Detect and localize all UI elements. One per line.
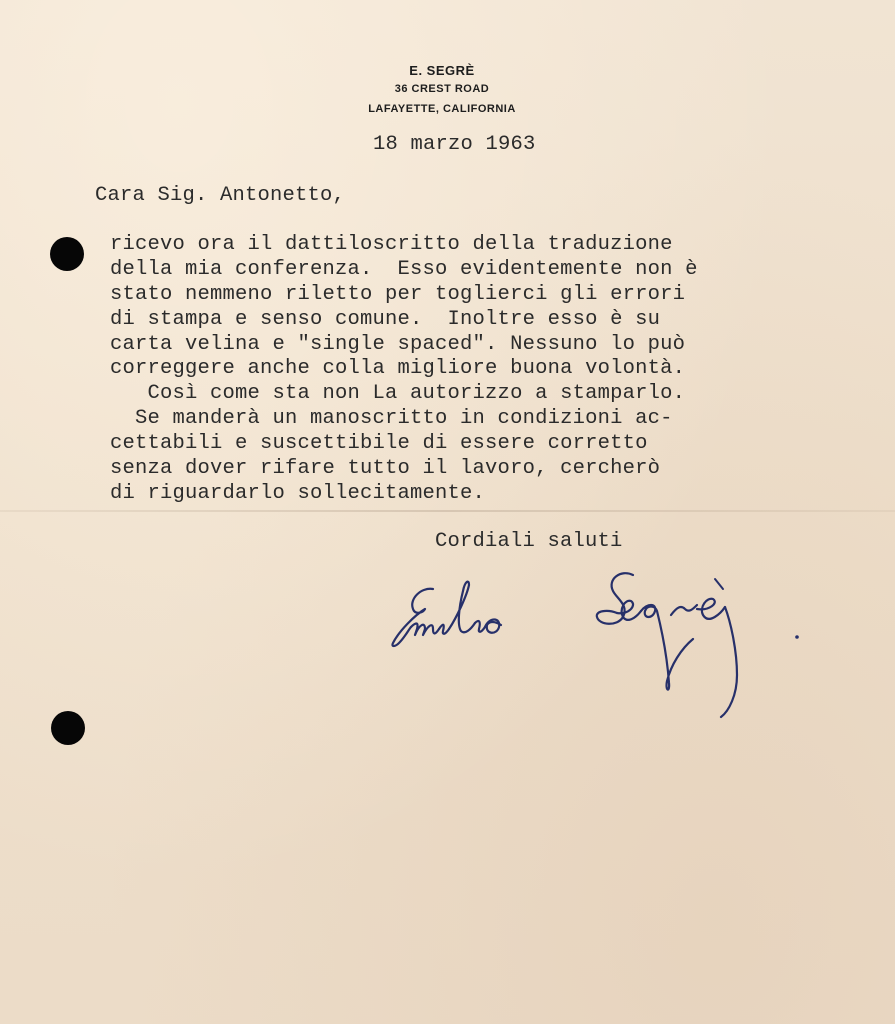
body-line: senza dover rifare tutto il lavoro, cercherò xyxy=(110,457,661,480)
punch-hole-top xyxy=(50,237,84,271)
paper-fold-line xyxy=(0,510,895,512)
body-line: di stampa e senso comune. Inoltre esso è su xyxy=(110,308,661,331)
letterhead-street: 36 CREST ROAD xyxy=(394,83,490,95)
body-line: di riguardarlo sollecitamente. xyxy=(110,482,486,505)
body-line: Così come sta non La autorizzo a stamparlo. xyxy=(110,382,686,405)
letterhead-city: LAFAYETTE, CALIFORNIA xyxy=(368,103,516,115)
salutation: Cara Sig. Antonetto, xyxy=(95,184,346,207)
letterhead xyxy=(300,62,584,119)
punch-hole-bottom xyxy=(51,711,85,745)
letter-date: 18 marzo 1963 xyxy=(373,133,536,156)
body-line: carta velina e "single spaced". Nessuno lo può xyxy=(110,333,686,356)
body-line: correggere anche colla migliore buona volontà. xyxy=(110,357,686,380)
letterhead-name: E. SEGRÈ xyxy=(409,63,475,78)
closing: Cordiali saluti xyxy=(435,530,623,553)
body-line: stato nemmeno riletto per toglierci gli errori xyxy=(110,283,686,306)
body-line: cettabili e suscettibile di essere corretto xyxy=(110,432,648,455)
handwritten-signature xyxy=(385,565,805,725)
body-line: della mia conferenza. Esso evidentemente non è xyxy=(110,258,698,281)
body-line: ricevo ora il dattiloscritto della traduzione xyxy=(110,233,673,256)
body-line: Se manderà un manoscritto in condizioni ac- xyxy=(110,407,673,430)
